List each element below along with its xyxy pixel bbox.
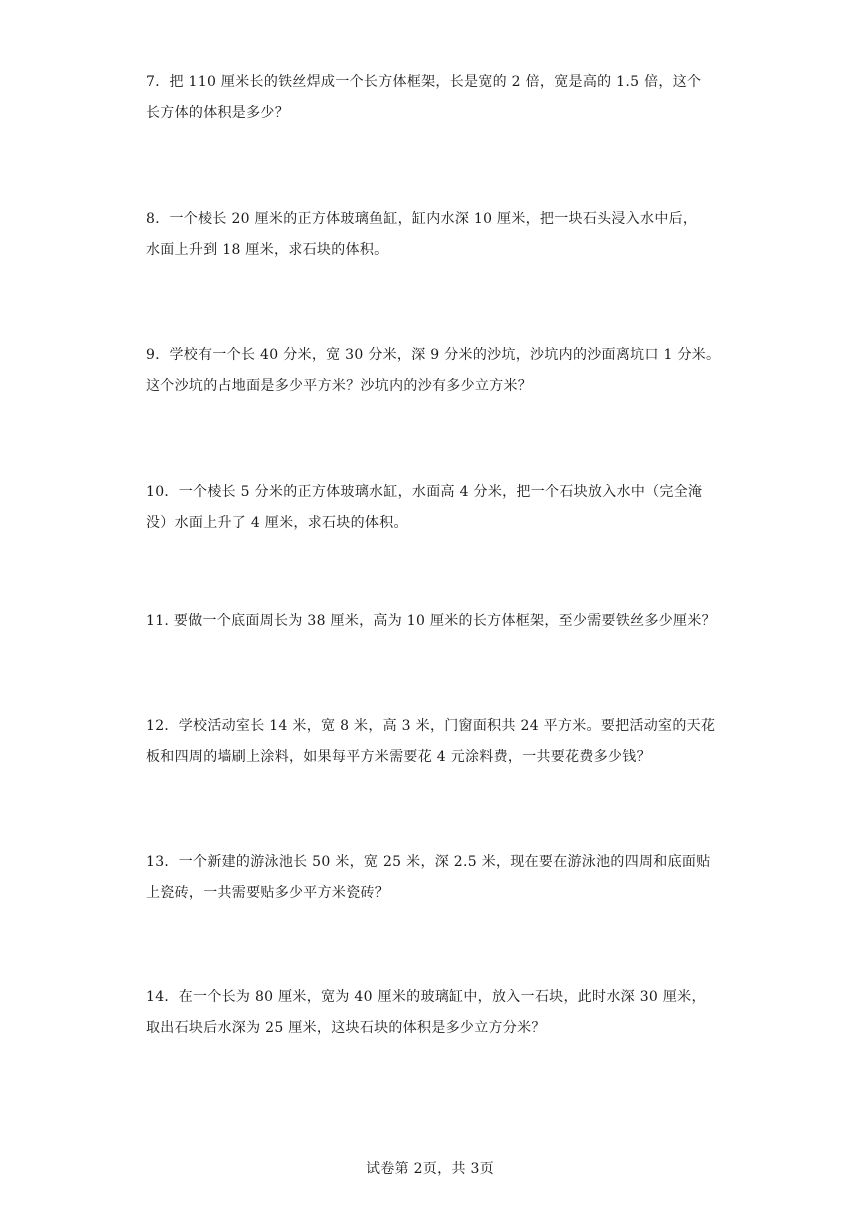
question-12-line-1: 12．学校活动室长 14 米，宽 8 米，高 3 米，门窗面积共 24 平方米。要把活动室的天花 — [146, 718, 716, 734]
question-14-line-1: 14．在一个长为 80 厘米，宽为 40 厘米的玻璃缸中，放入一石块，此时水深 30 厘米， — [146, 989, 706, 1005]
question-13 — [146, 847, 726, 909]
page-footer: 试卷第 2页，共 3页 — [365, 1161, 494, 1177]
question-8-line-1: 8．一个棱长 20 厘米的正方体玻璃鱼缸，缸内水深 10 厘米，把一块石头浸入水中后， — [146, 211, 698, 227]
question-13-line-1: 13．一个新建的游泳池长 50 米，宽 25 米，深 2.5 米，现在要在游泳池的四周和底面贴 — [146, 854, 711, 870]
question-14-line-2: 取出石块后水深为 25 厘米，这块石块的体积是多少立方分米？ — [146, 1020, 546, 1036]
question-9-line-2: 这个沙坑的占地面是多少平方米？沙坑内的沙有多少立方米？ — [146, 378, 533, 394]
question-7-line-2: 长方体的体积是多少？ — [146, 105, 289, 121]
question-13-line-2: 上瓷砖，一共需要贴多少平方米瓷砖？ — [146, 885, 390, 901]
question-9-line-1: 9．学校有一个长 40 分米，宽 30 分米，深 9 分米的沙坑，沙坑内的沙面离坑口 1 分米。 — [146, 347, 721, 363]
question-10 — [146, 477, 726, 539]
question-12 — [146, 711, 726, 773]
question-11-line-1: 11. 要做一个底面周长为 38 厘米，高为 10 厘米的长方体框架，至少需要铁丝多少厘米？ — [146, 613, 716, 629]
question-10-line-1: 10．一个棱长 5 分米的正方体玻璃水缸，水面高 4 分米，把一个石块放入水中（完全淹 — [146, 484, 703, 500]
question-11 — [146, 606, 726, 637]
question-14 — [146, 982, 726, 1044]
question-12-line-2: 板和四周的墙刷上涂料，如果每平方米需要花 4 元涂料费，一共要花费多少钱？ — [146, 749, 651, 765]
question-8-line-2: 水面上升到 18 厘米，求石块的体积。 — [146, 242, 389, 258]
question-7 — [146, 67, 726, 129]
question-7-line-1: 7．把 110 厘米长的铁丝焊成一个长方体框架，长是宽的 2 倍，宽是高的 1.5 倍，这个 — [146, 74, 702, 90]
question-10-line-2: 没）水面上升了 4 厘米，求石块的体积。 — [146, 515, 408, 531]
question-9 — [146, 340, 726, 402]
question-8 — [146, 204, 726, 266]
